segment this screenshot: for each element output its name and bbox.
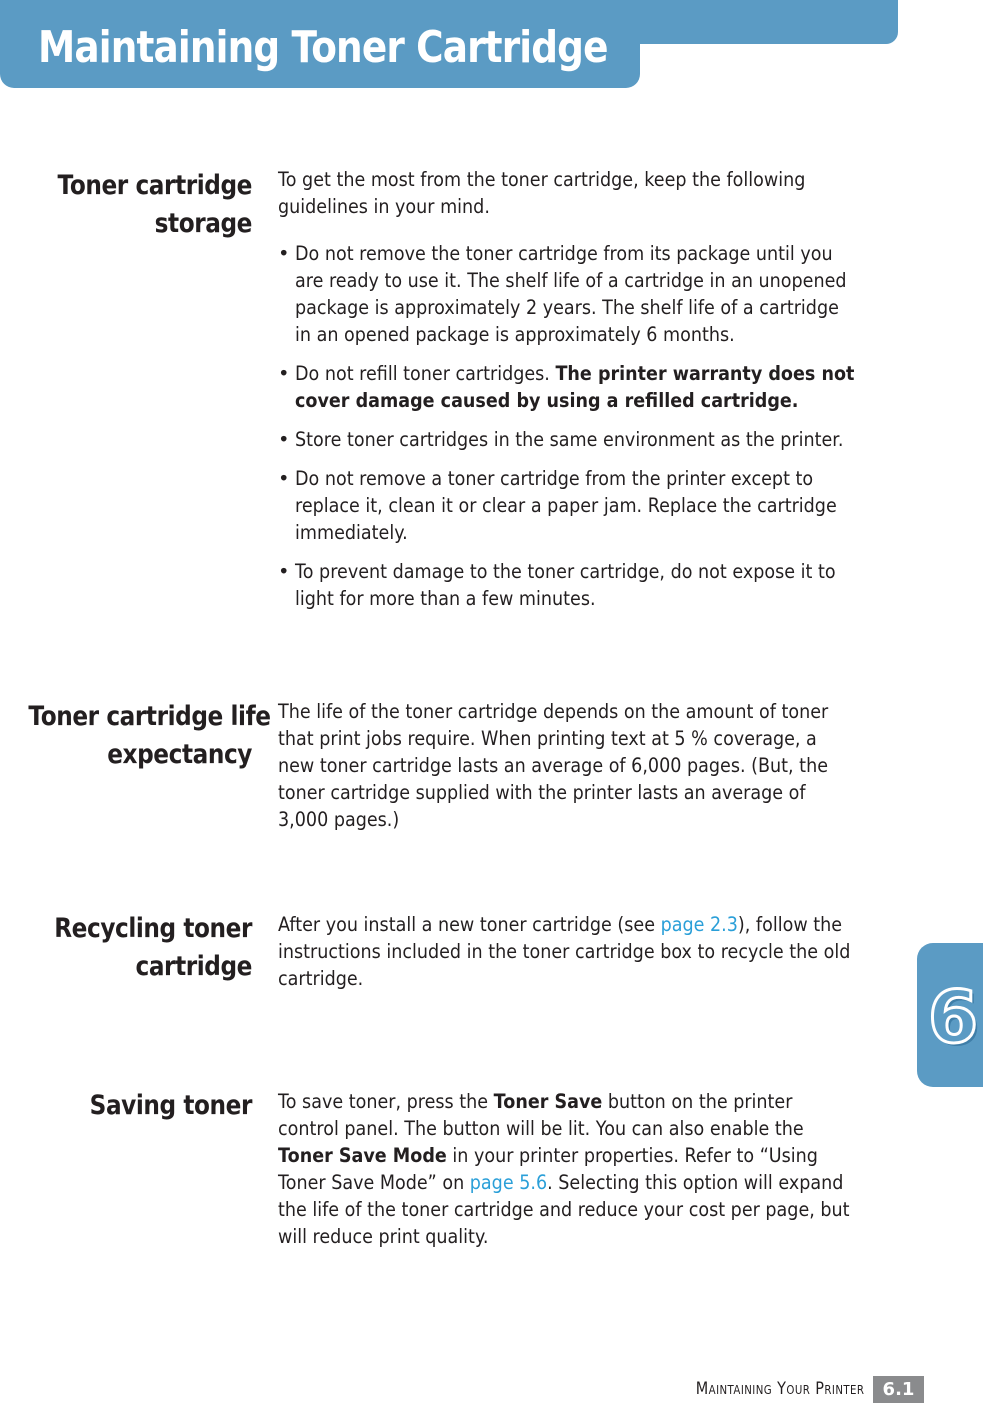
heading-line: expectancy [107, 739, 252, 770]
refill-plain-text: Do not refill toner cartridges. [295, 362, 556, 385]
heading-line: Toner cartridge [57, 170, 252, 201]
life-line: 3,000 pages.) [278, 808, 400, 831]
toner-save-button-name: Toner Save [493, 1090, 603, 1113]
list-item-line: • Store toner cartridges in the same environment as the printer. [295, 428, 844, 451]
list-item [278, 240, 898, 348]
page-number-badge: 6.1 [873, 1376, 924, 1403]
saving-line: will reduce print quality. [278, 1225, 489, 1248]
list-item-line [295, 387, 838, 414]
list-item-line: • Do not remove the toner cartridge from its package until you [295, 242, 833, 265]
saving-line [278, 1142, 836, 1169]
saving-text: . Selecting this option will expand [547, 1171, 844, 1194]
heading-line: Recycling toner [54, 913, 252, 944]
list-item-line: • To prevent damage to the toner cartridge, do not expose it to [295, 560, 836, 583]
heading-recycling-toner-cartridge [0, 910, 252, 986]
saving-text: in your printer properties. Refer to “Using [446, 1144, 818, 1167]
warranty-warning-cont: cover damage caused by using a refilled cartridge. [295, 389, 799, 412]
title-banner-strip [600, 0, 898, 44]
list-item-line [295, 360, 855, 387]
saving-line: the life of the toner cartridge and reduce your cost per page, but [278, 1198, 850, 1221]
list-item [278, 360, 898, 414]
heading-line: cartridge [135, 951, 252, 982]
heading-line: Toner cartridge life [28, 701, 271, 732]
life-line: new toner cartridge lasts an average of 6,000 pages. (But, the [278, 754, 828, 777]
recycling-line: cartridge. [278, 967, 364, 990]
chapter-number: 6 [927, 975, 979, 1059]
page-5-6-link[interactable]: page 5.6 [469, 1171, 548, 1194]
storage-intro-line: To get the most from the toner cartridge, keep the following [278, 168, 806, 191]
life-line: that print jobs require. When printing text at 5 % coverage, a [278, 727, 817, 750]
toner-save-mode-name: Toner Save Mode [278, 1144, 447, 1167]
recycling-section-body [278, 911, 898, 992]
recycling-text: ), follow the [737, 913, 843, 936]
storage-intro-line: guidelines in your mind. [278, 195, 490, 218]
heading-toner-cartridge-storage [0, 167, 252, 243]
heading-saving-toner [0, 1087, 252, 1125]
footer-chapter-label: Maintaining Your Printer [695, 1379, 864, 1399]
storage-section-body [278, 166, 898, 624]
heading-line: Saving toner [89, 1090, 252, 1121]
heading-toner-cartridge-life-expectancy [0, 698, 271, 774]
list-item-line: • Do not remove a toner cartridge from the printer except to [295, 467, 814, 490]
life-line: toner cartridge supplied with the printer lasts an average of [278, 781, 806, 804]
page-2-3-link[interactable]: page 2.3 [660, 913, 738, 936]
saving-text: Toner Save Mode” on [278, 1171, 470, 1194]
saving-text: To save toner, press the [278, 1090, 494, 1113]
saving-text: button on the printer [602, 1090, 793, 1113]
recycling-line: instructions included in the toner cartridge box to recycle the old [278, 940, 851, 963]
list-item-line: package is approximately 2 years. The shelf life of a cartridge [295, 296, 839, 319]
warranty-warning: The printer warranty does not [555, 362, 855, 385]
list-item-line: replace it, clean it or clear a paper jam. Replace the cartridge [295, 494, 837, 517]
saving-line [278, 1088, 836, 1115]
chapter-tab [917, 943, 983, 1087]
list-item [278, 465, 898, 546]
recycling-line [278, 911, 843, 938]
storage-guidelines-list [278, 240, 898, 612]
heading-line: storage [154, 208, 252, 239]
list-item-line: in an opened package is approximately 6 months. [295, 323, 735, 346]
list-item-line: light for more than a few minutes. [295, 587, 596, 610]
list-item-line: immediately. [295, 521, 408, 544]
list-item [278, 558, 898, 612]
page-title: Maintaining Toner Cartridge [38, 22, 608, 73]
recycling-text: After you install a new toner cartridge (see [278, 913, 661, 936]
list-item [278, 426, 898, 453]
list-item-line: are ready to use it. The shelf life of a cartridge in an unopened [295, 269, 847, 292]
saving-line: control panel. The button will be lit. You can also enable the [278, 1117, 804, 1140]
life-section-body [278, 698, 898, 833]
saving-section-body [278, 1088, 898, 1250]
life-line: The life of the toner cartridge depends on the amount of toner [278, 700, 829, 723]
saving-line [278, 1169, 844, 1196]
